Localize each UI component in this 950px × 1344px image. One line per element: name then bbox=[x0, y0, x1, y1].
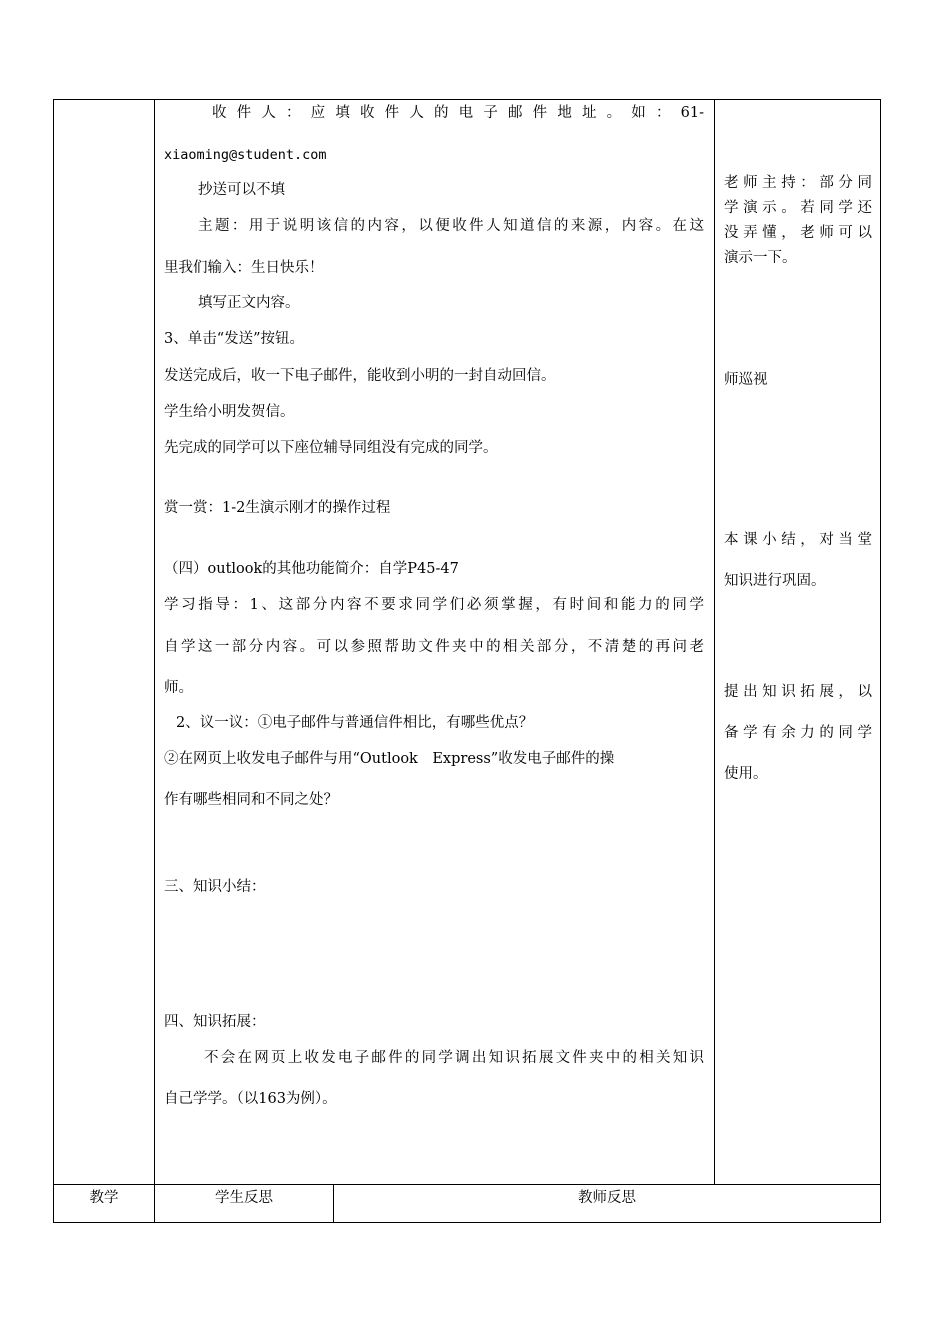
section-four-sub: （四）outlook的其他功能简介：自学P45-47 bbox=[164, 561, 459, 577]
teacher-note-1b: 学演示。若同学还 bbox=[724, 200, 872, 216]
discussion-question-2b: 作有哪些相同和不同之处？ bbox=[164, 792, 338, 808]
teacher-note-3b: 知识进行巩固。 bbox=[724, 573, 826, 589]
subject-line: 主题：用于说明该信的内容，以便收件人知道信的来源，内容。在这 bbox=[198, 218, 704, 234]
study-guide-line-2: 自学这一部分内容。可以参照帮助文件夹中的相关部分，不清楚的再问老 bbox=[164, 639, 704, 655]
demo-line: 赏一赏：1-2生演示刚才的操作过程 bbox=[164, 500, 391, 516]
after-send-line: 发送完成后，收一下电子邮件，能收到小明的一封自动回信。 bbox=[164, 368, 556, 384]
subject-input-line: 里我们输入：生日快乐！ bbox=[164, 260, 324, 276]
recipient-line: 收件人：应填收件人的电子邮件地址。如：61- bbox=[212, 105, 704, 121]
teacher-note-2: 师巡视 bbox=[724, 372, 768, 388]
teacher-note-1a: 老师主持：部分同 bbox=[724, 175, 872, 191]
student-greeting-line: 学生给小明发贺信。 bbox=[164, 404, 295, 420]
footer-label-teacher-reflection: 教师反思 bbox=[578, 1190, 636, 1206]
study-guide-line-3: 师。 bbox=[164, 680, 193, 696]
teacher-note-1d: 演示一下。 bbox=[724, 250, 797, 266]
email-example: xiaoming@student.com bbox=[164, 147, 327, 163]
help-peers-line: 先完成的同学可以下座位辅导同组没有完成的同学。 bbox=[164, 440, 498, 456]
body-line: 填写正文内容。 bbox=[198, 295, 300, 311]
send-step: 3、单击“发送”按钮。 bbox=[164, 331, 305, 347]
footer-label-student-reflection: 学生反思 bbox=[215, 1190, 273, 1206]
section-extension-heading: 四、知识拓展： bbox=[164, 1014, 266, 1030]
section-summary-heading: 三、知识小结： bbox=[164, 879, 266, 895]
extension-line-1: 不会在网页上收发电子邮件的同学调出知识拓展文件夹中的相关知识 bbox=[204, 1050, 704, 1066]
discussion-line: 2、议一议：①电子邮件与普通信件相比，有哪些优点？ bbox=[176, 715, 534, 731]
teacher-note-1c: 没弄懂，老师可以 bbox=[724, 225, 872, 241]
left-label-cell bbox=[53, 99, 155, 1185]
study-guide-line-1: 学习指导：1、这部分内容不要求同学们必须掌握，有时间和能力的同学 bbox=[164, 597, 704, 613]
extension-line-2: 自己学学。（以163为例）。 bbox=[164, 1091, 337, 1107]
teacher-note-4a: 提出知识拓展，以 bbox=[724, 684, 872, 700]
footer-label-teaching: 教学 bbox=[89, 1190, 119, 1206]
discussion-question-2a: ②在网页上收发电子邮件与用“Outlook Express”收发电子邮件的操 bbox=[164, 751, 615, 767]
teacher-note-4c: 使用。 bbox=[724, 766, 768, 782]
teacher-note-3a: 本课小结，对当堂 bbox=[724, 532, 872, 548]
teacher-note-4b: 备学有余力的同学 bbox=[724, 725, 872, 741]
cc-line: 抄送可以不填 bbox=[198, 182, 285, 198]
